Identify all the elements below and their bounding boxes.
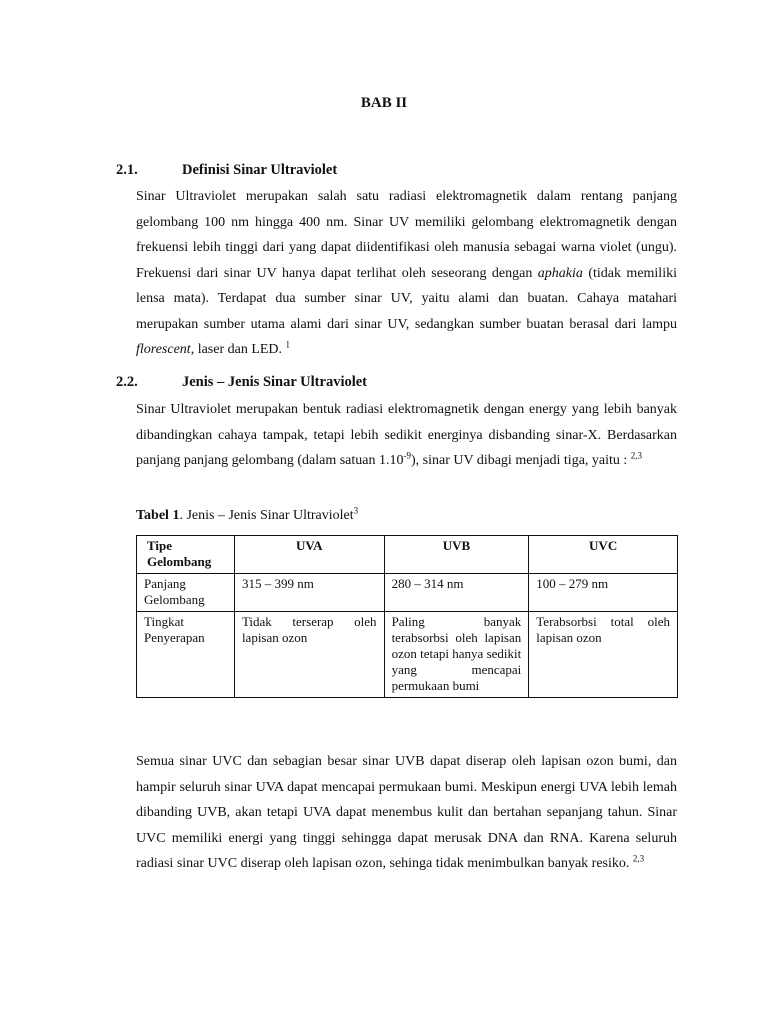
table-cell: Tidak terserap oleh lapisan ozon — [234, 612, 384, 698]
chapter-title: BAB II — [360, 95, 408, 111]
italic-term: aphakia — [537, 265, 583, 281]
table-header-cell: UVC — [529, 536, 678, 574]
section-title: Definisi Sinar Ultraviolet — [182, 162, 338, 178]
citation-ref: 2,3 — [630, 450, 643, 461]
table-row — [137, 574, 678, 612]
paragraph-text: Sinar Ultraviolet merupakan bentuk radiasi elektromagnetik dengan energy yang lebih banyak dibandingkan cahaya tampak, tetapi lebih sedikit energinya disbanding sinar-X. Berdasarkan panjang panjang gelombang (dalam satuan 1.10 — [136, 402, 677, 468]
section-number: 2.1. — [116, 162, 138, 178]
table-header-row — [137, 536, 678, 574]
table-cell: Paling banyak terabsorbsi oleh lapisan ozon tetapi hanya sedikit yang mencapai permukaan bumi — [384, 612, 529, 698]
section-2-2-paragraph — [136, 397, 677, 474]
paragraph-text: Semua sinar UVC dan sebagian besar sinar UVB dapat diserap oleh lapisan ozon bumi, dan hampir seluruh sinar UVA dapat mencapai permukaan bumi. Meskipun energi UVA lebih lemah dibanding UVB, akan tetapi UVA dapat menembus kulit dan bertahan sepanjang tahun. Sinar UVC memiliki energi yang tinggi sehingga dapat merusak DNA dan RNA. Karena seluruh radiasi sinar UVC diserap oleh lapisan ozon, sehinga tidak menimbulkan banyak resiko. — [136, 754, 677, 871]
paragraph-text: ), sinar UV dibagi menjadi tiga, yaitu : — [410, 453, 631, 468]
section-heading-2-2 — [116, 374, 367, 391]
section-number: 2.2. — [116, 374, 138, 390]
paragraph-text: (tidak memiliki lensa mata). Terdapat dua sumber sinar UV, yaitu alami dan buatan. Cahaya matahari merupakan sumber utama alami dari sinar UV, sedangkan sumber buatan berasal dari lampu — [136, 265, 677, 332]
caption-text: . Jenis – Jenis Sinar Ultraviolet — [179, 508, 354, 523]
paragraph-text: , laser dan LED. — [190, 342, 286, 357]
table-cell: Tingkat Penyerapan — [137, 612, 235, 698]
table-header-cell: UVA — [234, 536, 384, 574]
uv-types-table — [136, 535, 678, 698]
paragraph-text: Sinar Ultraviolet merupakan salah satu radiasi elektromagnetik dalam rentang panjang gelombang 100 nm hingga 400 nm. Sinar UV memiliki gelombang elektromagnetik dengan frekuensi lebih tinggi dari yang dapat diidentifikasi oleh manusia sebagai warna violet (ungu). Frekuensi dari sinar UV hanya dapat terlihat oleh seseorang dengan — [136, 189, 677, 281]
section-2-1-paragraph — [136, 184, 677, 363]
italic-term: florescent — [136, 342, 191, 357]
citation-ref: 3 — [353, 505, 359, 516]
section-title: Jenis – Jenis Sinar Ultraviolet — [182, 374, 368, 390]
section-heading-2-1 — [116, 162, 337, 179]
citation-ref: 1 — [285, 339, 291, 350]
closing-paragraph — [136, 749, 677, 877]
table-cell: Terabsorbsi total oleh lapisan ozon — [529, 612, 678, 698]
exponent: -9 — [403, 450, 411, 461]
table-label: Tabel 1 — [136, 508, 180, 523]
table-cell: Panjang Gelombang — [137, 574, 235, 612]
table-header-cell: UVB — [384, 536, 529, 574]
table-row — [137, 612, 678, 698]
citation-ref: 2,3 — [632, 853, 645, 864]
table-cell: 315 – 399 nm — [234, 574, 384, 612]
table-cell: 280 – 314 nm — [384, 574, 529, 612]
table-header-cell: Tipe Gelombang — [137, 536, 235, 574]
table-cell: 100 – 279 nm — [529, 574, 678, 612]
table-caption — [136, 505, 359, 524]
